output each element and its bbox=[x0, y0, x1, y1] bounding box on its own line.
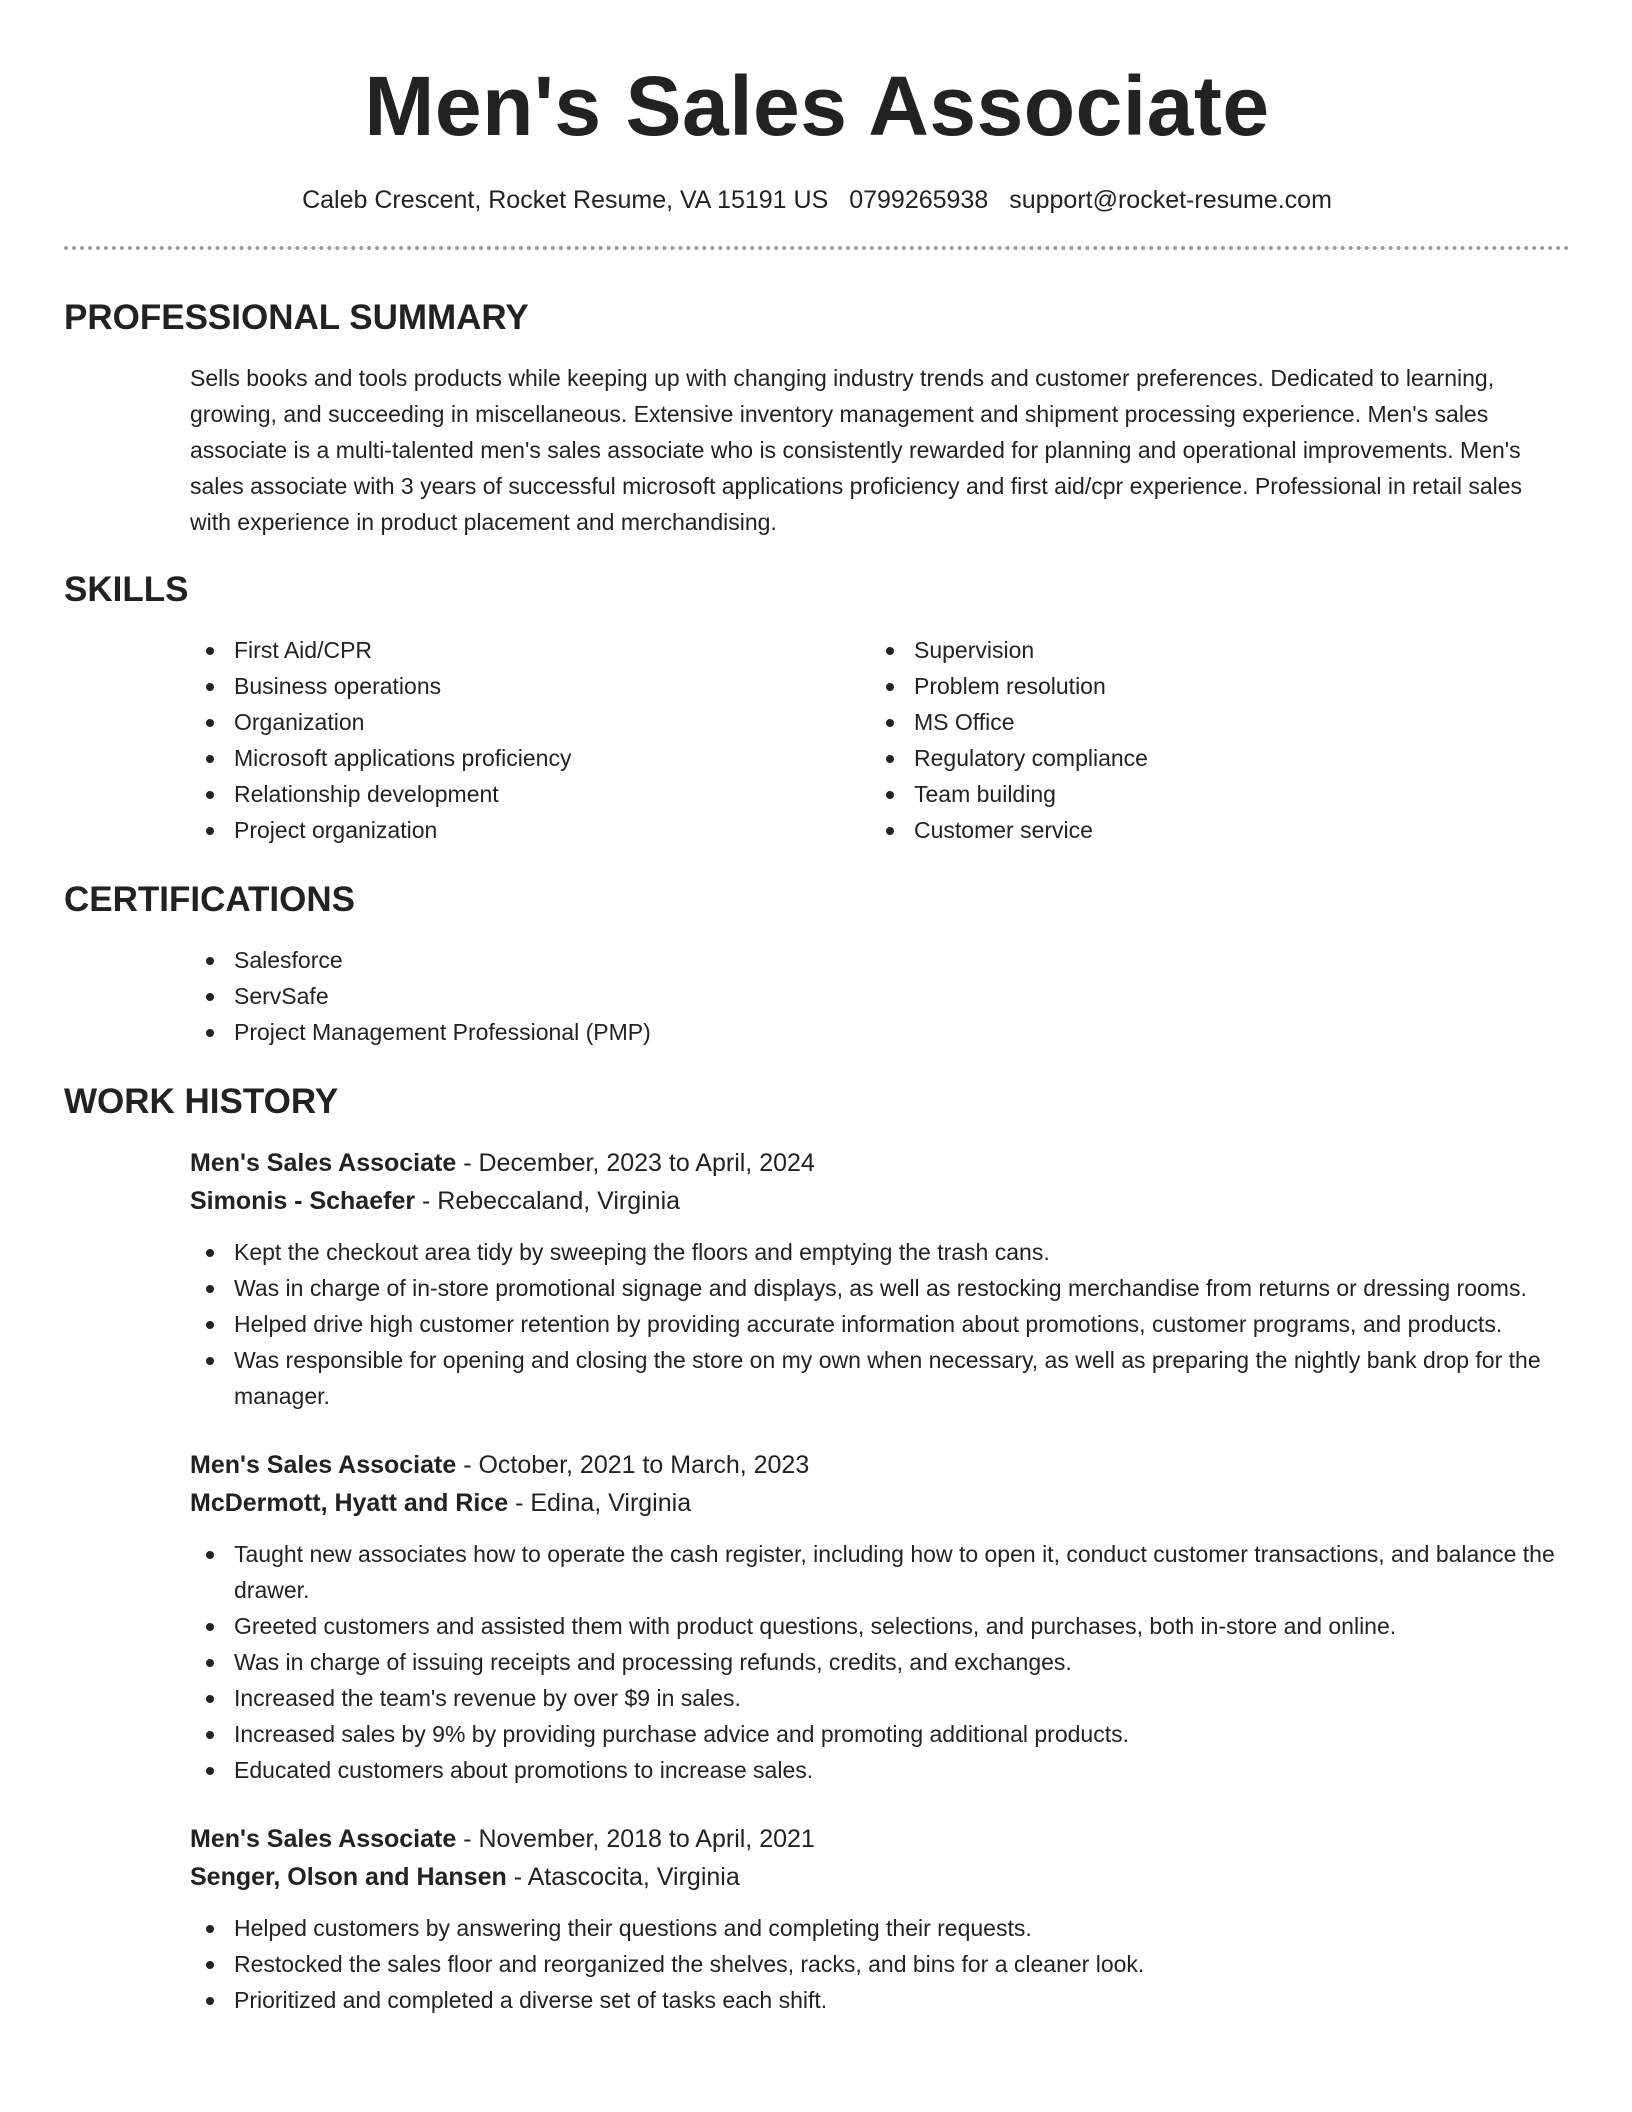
job-role: Men's Sales Associate bbox=[190, 1149, 457, 1177]
certification-item: Project Management Professional (PMP) bbox=[190, 1014, 1570, 1050]
certifications-heading: CERTIFICATIONS bbox=[64, 880, 356, 919]
job-bullet: Was in charge of in-store promotional signage and displays, as well as restocking merchandise from returns or dressing rooms. bbox=[190, 1270, 1570, 1306]
skills-list-left bbox=[190, 632, 870, 848]
job-bullet: Was responsible for opening and closing the store on my own when necessary, as well as preparing the nightly bank drop for the manager. bbox=[190, 1342, 1570, 1414]
skill-item: Microsoft applications proficiency bbox=[190, 740, 870, 776]
work-history-heading: WORK HISTORY bbox=[64, 1082, 339, 1121]
skill-item: First Aid/CPR bbox=[190, 632, 870, 668]
job-bullet: Helped customers by answering their questions and completing their requests. bbox=[190, 1910, 1570, 1946]
certification-item: Salesforce bbox=[190, 942, 1570, 978]
certification-item: ServSafe bbox=[190, 978, 1570, 1014]
skill-item: Customer service bbox=[870, 812, 1550, 848]
job-title-line bbox=[190, 1820, 1570, 1858]
contact-email: support@rocket-resume.com bbox=[1009, 186, 1332, 214]
skill-item: Team building bbox=[870, 776, 1550, 812]
job-title-line bbox=[190, 1446, 1570, 1484]
skills-section bbox=[64, 568, 1570, 848]
job-location: - Rebeccaland, Virginia bbox=[415, 1187, 681, 1215]
job-bullet: Prioritized and completed a diverse set of tasks each shift. bbox=[190, 1982, 1570, 2018]
job-company: Simonis - Schaefer bbox=[190, 1187, 416, 1215]
contact-address: Caleb Crescent, Rocket Resume, VA 15191 US bbox=[302, 186, 829, 214]
summary-section bbox=[64, 296, 1570, 540]
job-entry bbox=[190, 1446, 1570, 1788]
job-role: Men's Sales Associate bbox=[190, 1451, 457, 1479]
contact-line bbox=[64, 184, 1570, 216]
work-history-section bbox=[64, 1080, 1570, 2018]
job-company-line bbox=[190, 1484, 1570, 1522]
skill-item: Regulatory compliance bbox=[870, 740, 1550, 776]
job-dates: - December, 2023 to April, 2024 bbox=[456, 1149, 815, 1177]
resume-page bbox=[64, 0, 1570, 2050]
skill-item: MS Office bbox=[870, 704, 1550, 740]
job-company: Senger, Olson and Hansen bbox=[190, 1863, 507, 1891]
skill-item: Problem resolution bbox=[870, 668, 1550, 704]
job-title-line bbox=[190, 1144, 1570, 1182]
certifications-section bbox=[64, 878, 1570, 1050]
contact-phone: 0799265938 bbox=[849, 186, 989, 214]
skills-list-right bbox=[870, 632, 1550, 848]
resume-title: Men's Sales Associate bbox=[364, 59, 1270, 153]
job-location: - Atascocita, Virginia bbox=[506, 1863, 740, 1891]
skills-heading: SKILLS bbox=[64, 570, 189, 609]
skill-item: Supervision bbox=[870, 632, 1550, 668]
summary-heading: PROFESSIONAL SUMMARY bbox=[64, 298, 529, 337]
job-bullet: Helped drive high customer retention by providing accurate information about promotions, customer programs, and products. bbox=[190, 1306, 1570, 1342]
job-bullets bbox=[190, 1234, 1570, 1414]
job-dates: - November, 2018 to April, 2021 bbox=[456, 1825, 815, 1853]
job-role: Men's Sales Associate bbox=[190, 1825, 457, 1853]
header-divider bbox=[64, 246, 1570, 250]
job-bullet: Kept the checkout area tidy by sweeping the floors and emptying the trash cans. bbox=[190, 1234, 1570, 1270]
job-company-line bbox=[190, 1182, 1570, 1220]
job-location: - Edina, Virginia bbox=[508, 1489, 692, 1517]
job-bullet: Increased the team's revenue by over $9 in sales. bbox=[190, 1680, 1570, 1716]
skill-item: Project organization bbox=[190, 812, 870, 848]
summary-text: Sells books and tools products while keeping up with changing industry trends and customer preferences. Dedicated to learning, growing, and succeeding in miscellaneous. Extensive inventory management and shipment processing experience. Men's sales associate is a multi-talented men's sales associate who is consistently rewarded for planning and operational improvements. Men's sales associate with 3 years of successful microsoft applications proficiency and first aid/cpr experience. Professional in retail sales with experience in product placement and merchandising. bbox=[190, 365, 1523, 535]
job-bullet: Restocked the sales floor and reorganized the shelves, racks, and bins for a cleaner look. bbox=[190, 1946, 1570, 1982]
job-bullet: Taught new associates how to operate the cash register, including how to open it, conduct customer transactions, and balance the drawer. bbox=[190, 1536, 1570, 1608]
certifications-list bbox=[190, 942, 1570, 1050]
job-entry bbox=[190, 1820, 1570, 2018]
job-bullets bbox=[190, 1536, 1570, 1788]
job-bullet: Educated customers about promotions to increase sales. bbox=[190, 1752, 1570, 1788]
job-company-line bbox=[190, 1858, 1570, 1896]
job-bullet: Was in charge of issuing receipts and processing refunds, credits, and exchanges. bbox=[190, 1644, 1570, 1680]
skills-grid bbox=[190, 632, 1570, 848]
job-dates: - October, 2021 to March, 2023 bbox=[456, 1451, 810, 1479]
job-bullet: Increased sales by 9% by providing purchase advice and promoting additional products. bbox=[190, 1716, 1570, 1752]
job-bullet: Greeted customers and assisted them with product questions, selections, and purchases, both in-store and online. bbox=[190, 1608, 1570, 1644]
skill-item: Business operations bbox=[190, 668, 870, 704]
job-company: McDermott, Hyatt and Rice bbox=[190, 1489, 509, 1517]
skill-item: Relationship development bbox=[190, 776, 870, 812]
job-entry bbox=[190, 1144, 1570, 1414]
skill-item: Organization bbox=[190, 704, 870, 740]
job-bullets bbox=[190, 1910, 1570, 2018]
